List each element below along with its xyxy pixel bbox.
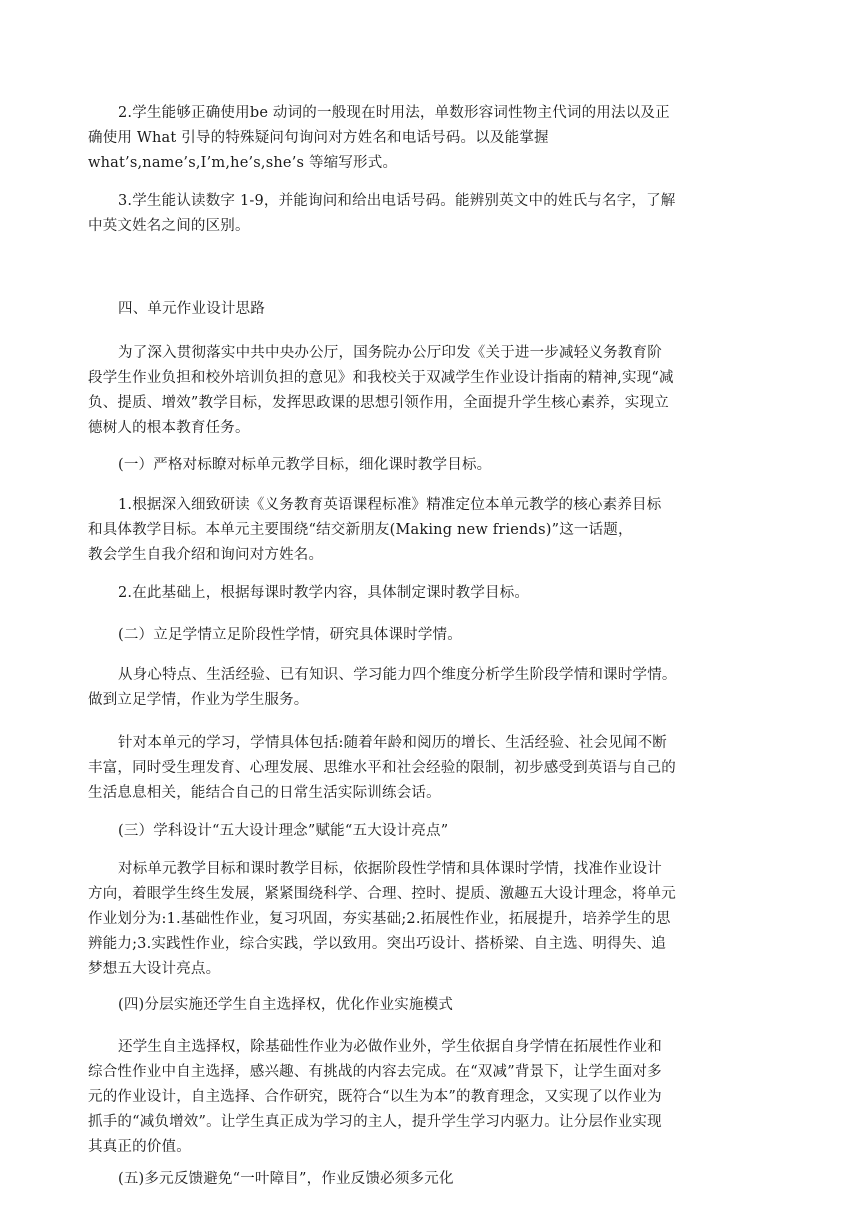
text-line: 梦想五大设计亮点。 <box>88 961 221 977</box>
subsection-title: (二）立足学情立足阶段性学情，研究具体课时学情。 <box>118 627 462 643</box>
text-line: 丰富，同时受生理发育、心理发展、思维水平和社会经验的限制，初步感受到英语与自己的 <box>88 760 676 776</box>
subsection-1-paragraph-2 <box>88 581 778 606</box>
text-line: 生活息息相关，能结合自己的日常生活实际训练会话。 <box>88 785 441 801</box>
subsection-title: (三）学科设计“五大设计理念”赋能“五大设计亮点” <box>118 823 449 839</box>
text-line: 和具体教学目标。本单元主要围绕“结交新朋友(Making new friends)”这一话题， <box>88 522 633 538</box>
subsection-3-paragraph-1 <box>88 857 778 982</box>
subsection-1-paragraph-1 <box>88 493 778 568</box>
text-line: 针对本单元的学习，学情具体包括:随着年龄和阅历的增长、生活经验、社会见闻不断 <box>118 735 667 751</box>
intro-paragraph <box>88 341 778 441</box>
text-line: 段学生作业负担和校外培训负担的意见》和我校关于双减学生作业设计指南的精神,实现“减 <box>88 370 674 386</box>
text-line: 对标单元教学目标和课时教学目标，依据阶段性学情和具体课时学情，找准作业设计 <box>118 861 662 877</box>
text-line: 1.根据深入细致研读《义务教育英语课程标准》精准定位本单元教学的核心素养目标 <box>118 497 662 513</box>
subsection-title: (四)分层实施还学生自主选择权，优化作业实施模式 <box>118 997 454 1013</box>
text-line: 综合性作业中自主选择，感兴趣、有挑战的内容去完成。在“双减”背景下，让学生面对多 <box>88 1064 662 1080</box>
text-line: 做到立足学情，作业为学生服务。 <box>88 692 309 708</box>
text-line: what’s,name’s,I’m,he’s,she’s 等缩写形式。 <box>88 155 398 171</box>
text-line: 抓手的“减负增效”。让学生真正成为学习的主人，提升学生学习内驱力。让分层作业实现 <box>88 1114 662 1130</box>
subsection-2-heading <box>88 623 778 648</box>
text-line: 教会学生自我介绍和询问对方姓名。 <box>88 547 324 563</box>
text-line: 确使用 What 引导的特殊疑问句询问对方姓名和电话号码。以及能掌握 <box>88 130 549 146</box>
subsection-4-paragraph-1 <box>88 1035 778 1160</box>
text-line: 从身心特点、生活经验、已有知识、学习能力四个维度分析学生阶段学情和课时学情。 <box>118 667 677 683</box>
subsection-1-heading <box>88 453 778 478</box>
subsection-2-paragraph-2 <box>88 731 778 806</box>
text-line: 负、提质、增效”教学目标，发挥思政课的思想引领作用，全面提升学生核心素养，实现立 <box>88 395 669 411</box>
text-line: 辨能力;3.实践性作业，综合实践，学以致用。突出巧设计、搭桥梁、自主选、明得失、追 <box>88 936 666 952</box>
text-line: 作业划分为:1.基础性作业，复习巩固，夯实基础;2.拓展性作业，拓展提升，培养学生的思 <box>88 911 671 927</box>
text-line: 为了深入贯彻落实中共中央办公厅，国务院办公厅印发《关于进一步减轻义务教育阶 <box>118 345 662 361</box>
subsection-3-heading <box>88 819 778 844</box>
subsection-4-heading <box>88 993 778 1018</box>
subsection-2-paragraph-1 <box>88 663 778 713</box>
subsection-title: (五)多元反馈避免“一叶障目”，作业反馈必须多元化 <box>118 1171 454 1187</box>
text-line: 还学生自主选择权，除基础性作业为必做作业外，学生依据自身学情在拓展性作业和 <box>118 1039 662 1055</box>
text-line: 德树人的根本教育任务。 <box>88 420 250 436</box>
section-title: 四、单元作业设计思路 <box>118 301 265 317</box>
text-line: 方向，着眼学生终生发展，紧紧围绕科学、合理、控时、提质、激趣五大设计理念，将单元 <box>88 886 676 902</box>
text-line: 中英文姓名之间的区别。 <box>88 218 250 234</box>
section-heading <box>88 297 778 322</box>
subsection-title: (一）严格对标瞭对标单元教学目标，细化课时教学目标。 <box>118 457 492 473</box>
text-line: 3.学生能认读数字 1-9，并能询问和给出电话号码。能辨别英文中的姓氏与名字，了解 <box>118 193 676 209</box>
text-line: 其真正的价值。 <box>88 1139 191 1155</box>
subsection-5-heading <box>88 1167 778 1192</box>
text-line: 2.在此基础上，根据每课时教学内容，具体制定课时教学目标。 <box>118 585 530 601</box>
text-line: 元的作业设计，自主选择、合作研究，既符合“以生为本”的教育理念，又实现了以作业为 <box>88 1089 662 1105</box>
objective-3-paragraph <box>88 189 778 239</box>
text-line: 2.学生能够正确使用be 动词的一般现在时用法，单数形容词性物主代词的用法以及正 <box>118 105 670 121</box>
objective-2-paragraph <box>88 101 778 176</box>
